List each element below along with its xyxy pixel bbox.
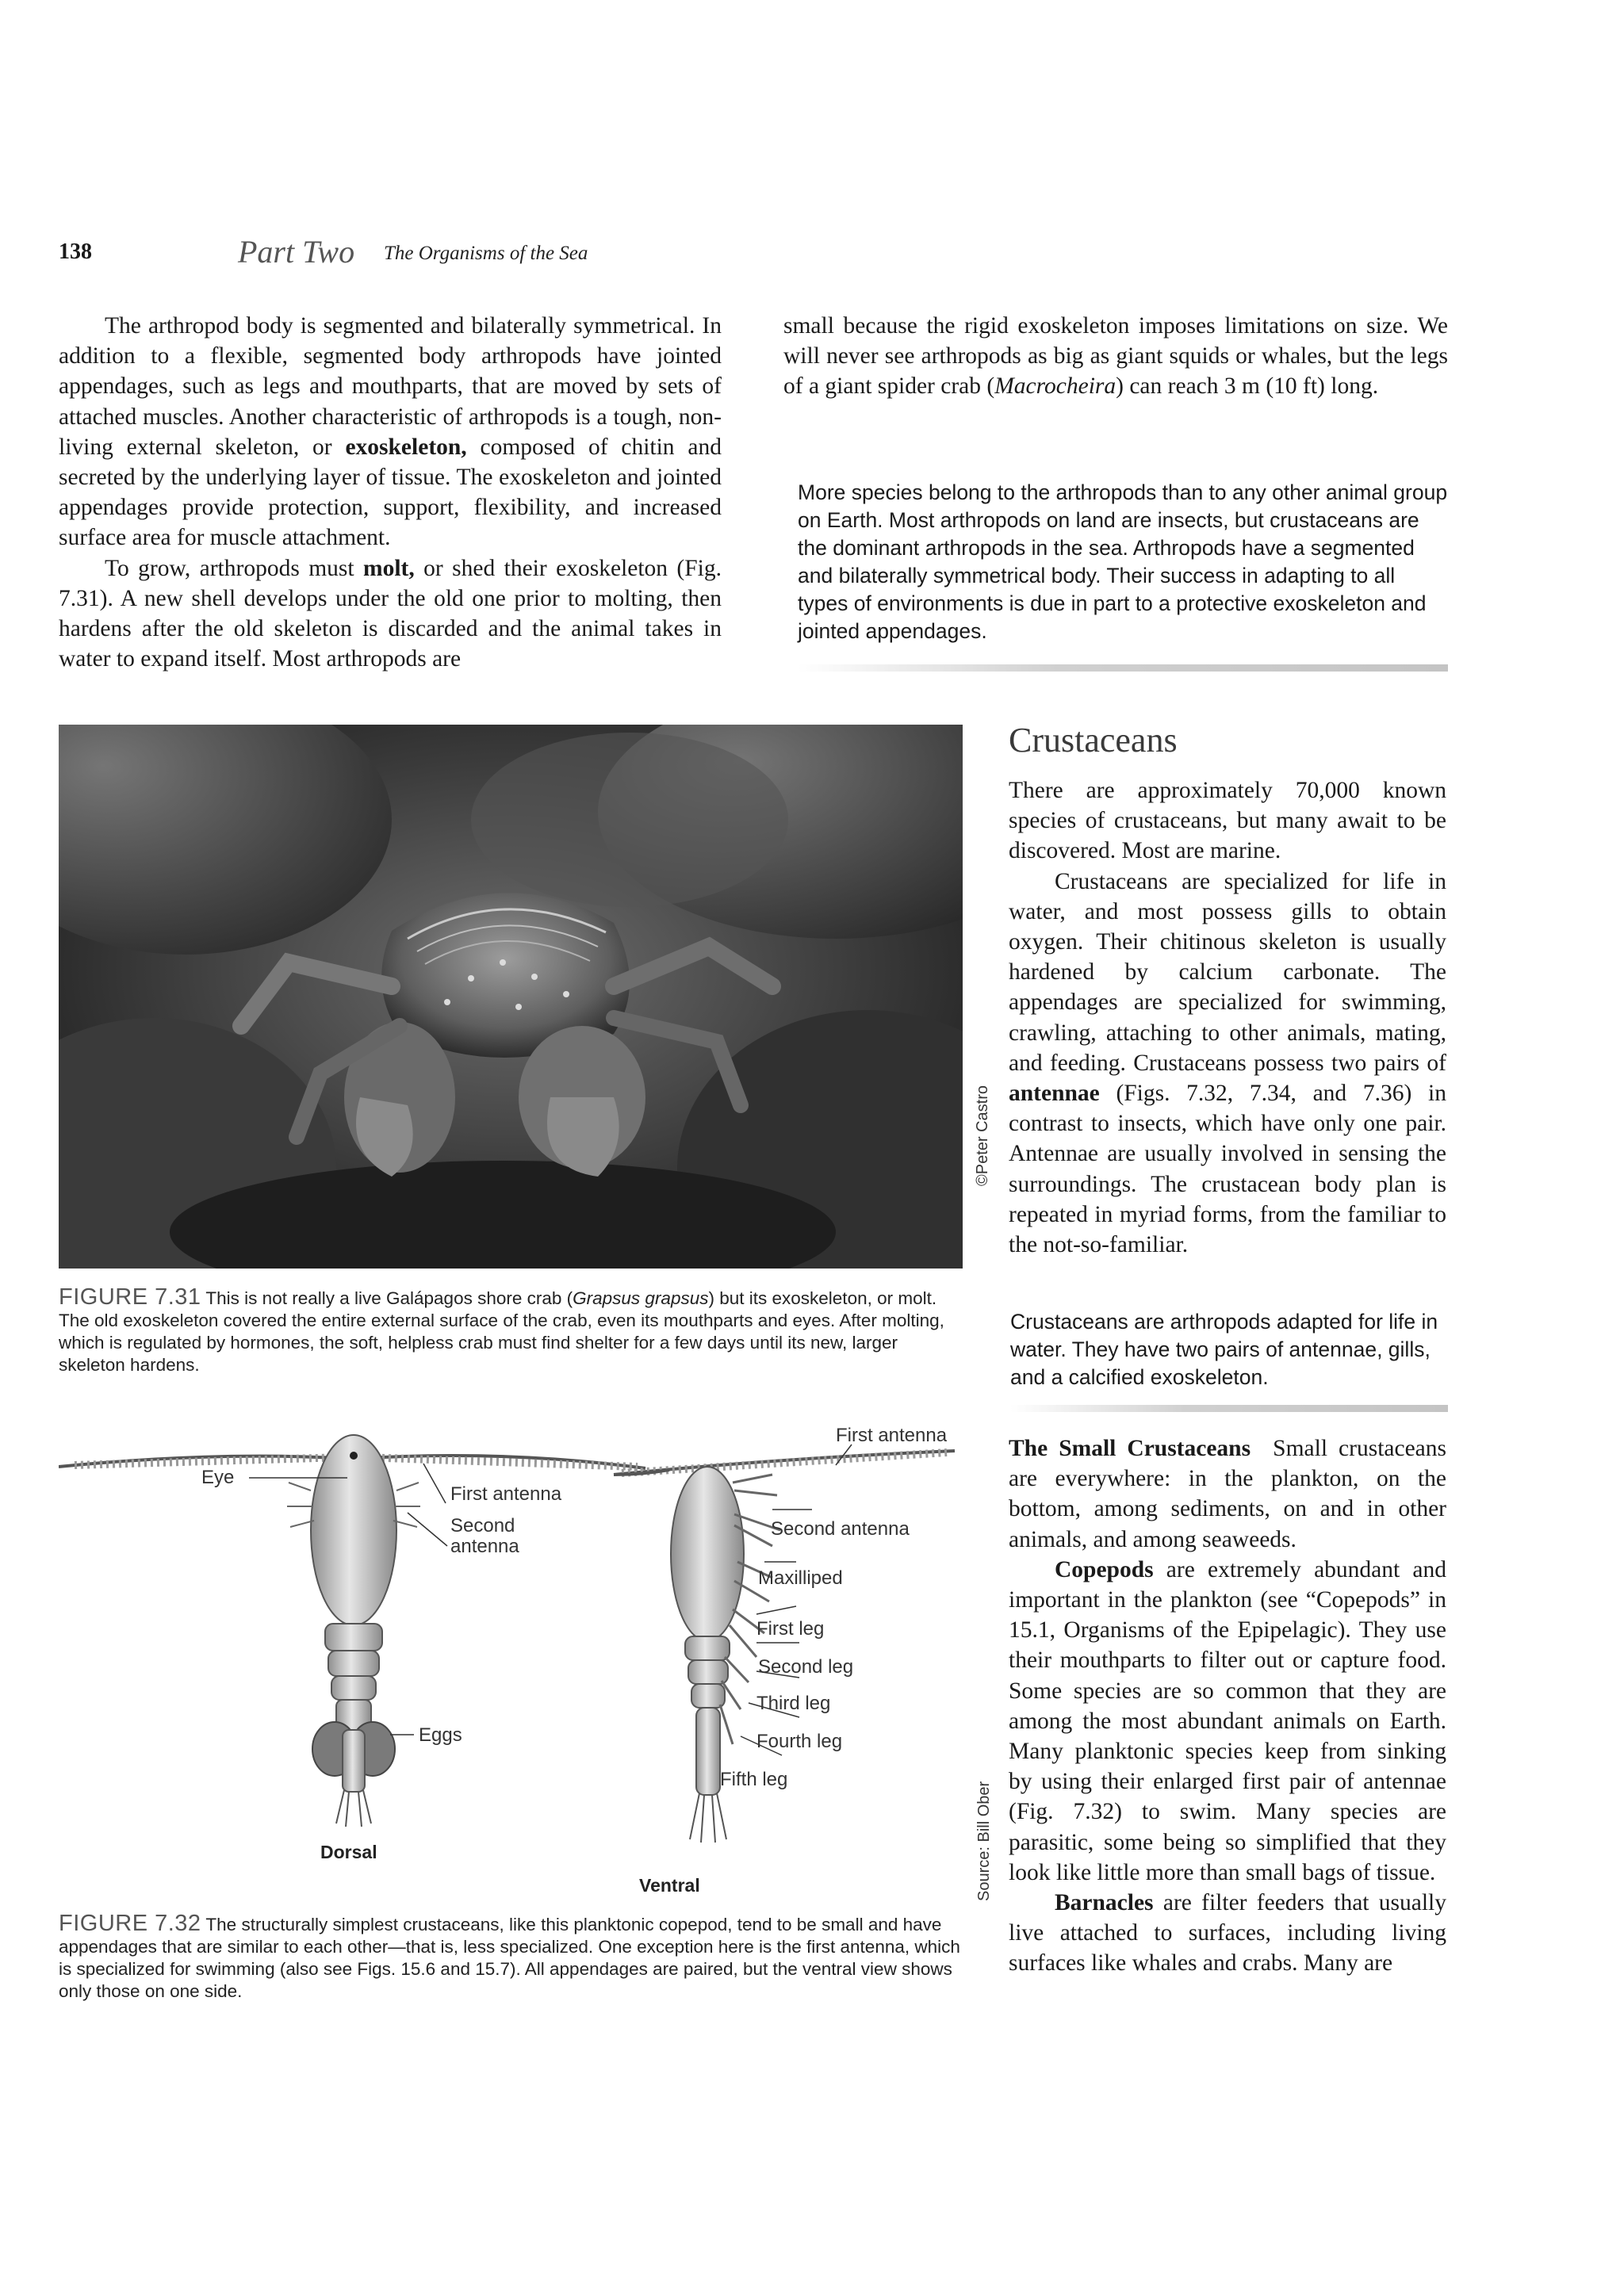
left-column-text <box>59 311 722 674</box>
label-dorsal: Dorsal <box>320 1842 377 1862</box>
summary-divider <box>1010 1405 1448 1412</box>
copepod-diagram <box>59 1427 979 1903</box>
label-eggs: Eggs <box>419 1724 462 1746</box>
term-molt: molt, <box>363 555 415 581</box>
label-first-antenna-ventral: First antenna <box>836 1427 948 1446</box>
paragraph-crustacean-features: Crustaceans are specialized for life in water, and most possess gills to obtain oxygen. Their chitinous skeleton is usually hardened by calcium carbonate. The appendages are specialized for swimming, crawling, attaching to other animals, mating, and feeding. Crustaceans possess two pairs of antennae (Figs. 7.32, 7.34, and 7.36) in contrast to insects, which have only one pair. Antennae are usually involved in sensing the surroundings. The crustacean body plan is repeated in myriad forms, from the familiar to the not-so-familiar. <box>1009 868 1446 1258</box>
term-exoskeleton: exoskeleton, <box>345 434 467 460</box>
subheading-small-crustaceans: The Small Crustaceans <box>1009 1436 1251 1461</box>
part-subtitle: The Organisms of the Sea <box>384 243 588 264</box>
crab-photo-illustration <box>59 725 963 1269</box>
label-first-antenna-dorsal: First antenna <box>450 1483 562 1505</box>
label-fifth-leg: Fifth leg <box>720 1769 788 1790</box>
right-column-text <box>783 311 1448 402</box>
crustaceans-text <box>1009 775 1446 1260</box>
label-third-leg: Third leg <box>756 1693 831 1714</box>
section-heading-crustaceans: Crustaceans <box>1009 721 1178 760</box>
label-second-antenna-dorsal-2: antenna <box>450 1536 519 1557</box>
label-eye: Eye <box>201 1467 235 1488</box>
paragraph-copepods: Copepods are extremely abundant and important in the plankton (see “Copepods” in 15.1, Organisms of the Epipelagic). They use their mouthparts to filter out or capture food. Some species are so common that they are among the most abundant animals on Earth. Many planktonic species keep from sinking by using their enlarged first pair of antennae (Fig. 7.32) to swim. Many species are parasitic, some being so simplified that they look like little more than small bags of tissue. <box>1009 1556 1446 1885</box>
figure-7-32-caption: FIGURE 7.32 The structurally simplest crustaceans, like this planktonic copepod, tend to be small and have appendages that are similar to each other—that is, less specialized. One exception here is the first antenna, which is specialized for swimming (also see Figs. 15.6 and 15.7). All appendages are paired, but the ventral view shows only those on one side. <box>59 1911 960 2001</box>
label-second-antenna-dorsal: Second <box>450 1515 515 1536</box>
label-second-leg: Second leg <box>758 1656 854 1678</box>
label-second-antenna-ventral: Second antenna <box>771 1518 910 1540</box>
genus-macrocheira: Macrocheira <box>994 373 1116 400</box>
paragraph-size-limit: small because the rigid exoskeleton imposes limitations on size. We will never see arthropods as big as giant squids or whales, but the legs of a giant spider crab (Macrocheira) can reach 3 m (10 ft) long. <box>783 313 1448 400</box>
part-title: Part Two <box>238 234 355 270</box>
term-antennae: antennae <box>1009 1081 1100 1107</box>
small-crustaceans-text <box>1009 1433 1446 1979</box>
label-ventral: Ventral <box>639 1875 700 1896</box>
summary-box-crustaceans: Crustaceans are arthropods adapted for life in water. They have two pairs of antennae, gills, and a calcified exoskeleton. <box>1010 1310 1438 1389</box>
figure-7-31-caption: FIGURE 7.31 This is not really a live Galápagos shore crab (Grapsus grapsus) but its exoskeleton, or molt. The old exoskeleton covered the entire external surface of the crab, even its mouthparts and eyes. After molting, which is regulated by hormones, the soft, helpless crab must find shelter for a few days until its new, larger skeleton hardens. <box>59 1284 944 1375</box>
paragraph-small-crustaceans: The Small Crustaceans Small crustaceans are everywhere: in the plankton, on the bottom, among sediments, on and in other animals, and among seaweeds. <box>1009 1436 1447 1552</box>
label-maxilliped: Maxilliped <box>758 1567 843 1589</box>
figure-label: FIGURE 7.31 <box>59 1284 201 1310</box>
summary-box-arthropods: More species belong to the arthropods than to any other animal group on Earth. Most arthropods on land are insects, but crustaceans are the dominant arthropods in the sea. Arthropods have a segmented and bilaterally symmetrical body. Their success in adapting to all types of environments is due in part to a protective exoskeleton and jointed appendages. <box>798 480 1448 643</box>
paragraph-crustacean-count: There are approximately 70,000 known species of crustaceans, but many await to be discovered. Most are marine. <box>1009 778 1446 864</box>
term-barnacles: Barnacles <box>1055 1890 1154 1916</box>
label-first-leg: First leg <box>756 1618 825 1640</box>
crab-molt-photo <box>59 725 963 1269</box>
paragraph-molting: To grow, arthropods must molt, or shed their exoskeleton (Fig. 7.31). A new shell develops under the old one prior to molting, then hardens after the old skeleton is discarded and the animal takes in water to expand itself. Most arthropods are <box>59 555 722 672</box>
copepod-illustration <box>59 1427 979 1903</box>
term-copepods: Copepods <box>1055 1556 1154 1582</box>
photo-credit: ©Peter Castro <box>974 1085 991 1186</box>
species-name: Grapsus grapsus <box>573 1288 709 1308</box>
label-fourth-leg: Fourth leg <box>756 1731 843 1752</box>
summary-divider <box>798 664 1448 672</box>
paragraph-arthropod-body: The arthropod body is segmented and bilaterally symmetrical. In addition to a flexible, segmented body arthropods have jointed appendages, such as legs and mouthparts, that are moved by sets of attached muscles. Another characteristic of arthropods is a tough, non-living external skeleton, or exoskeleton, composed of chitin and secreted by the underlying layer of tissue. The exoskeleton and jointed appendages provide protection, support, flexibility, and increased surface area for muscle attachment. <box>59 313 722 551</box>
figure-label: FIGURE 7.32 <box>59 1911 201 1936</box>
page-number: 138 <box>59 239 92 264</box>
diagram-credit: Source: Bill Ober <box>975 1781 993 1901</box>
paragraph-barnacles: Barnacles are filter feeders that usually live attached to surfaces, including living surfaces like whales and crabs. Many are <box>1009 1890 1446 1976</box>
